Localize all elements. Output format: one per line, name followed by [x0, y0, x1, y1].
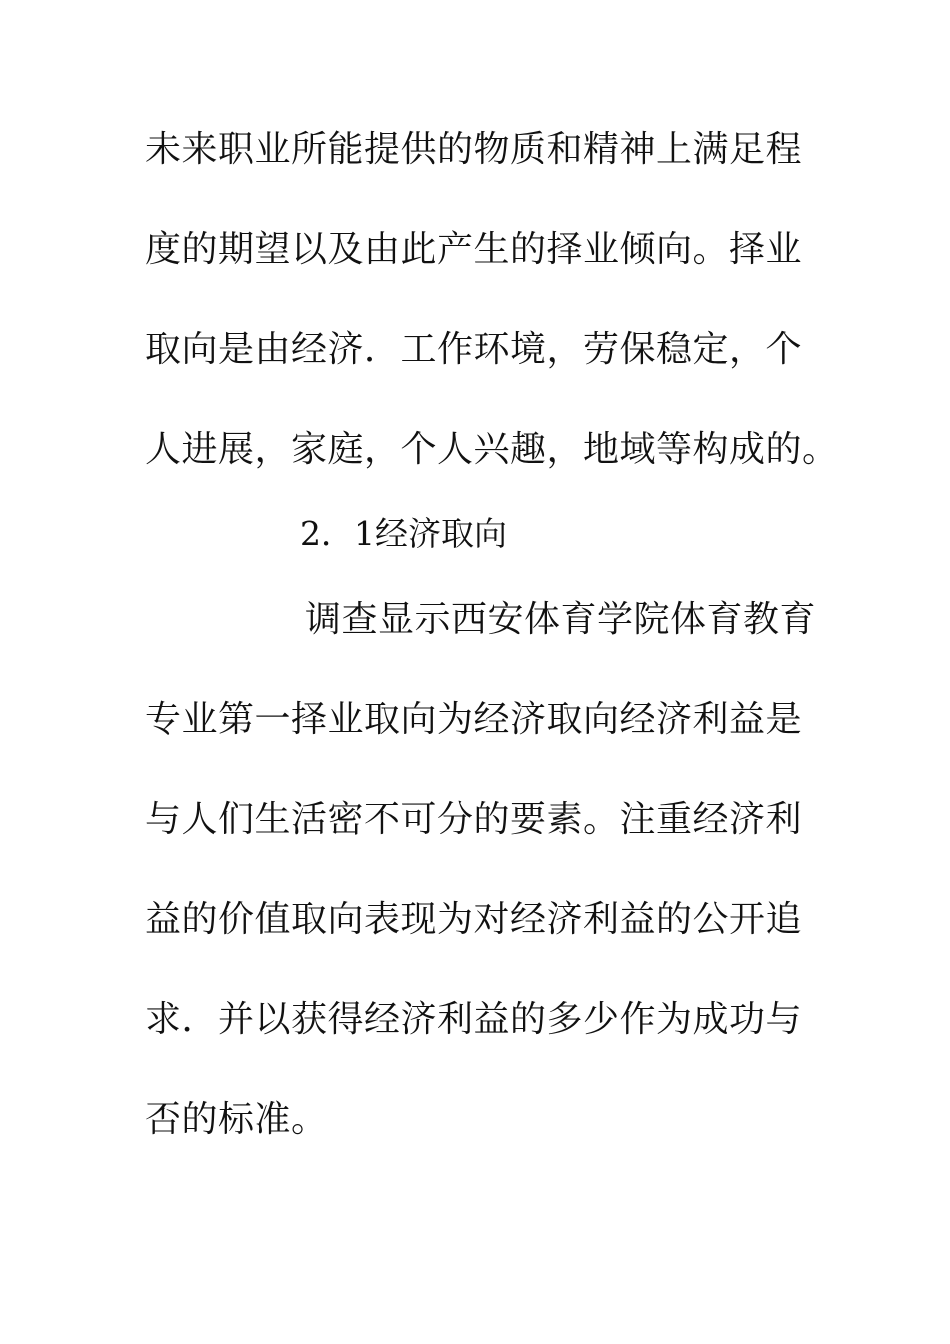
section-heading: 2．1经济取向 — [300, 514, 507, 553]
paragraph-line: 未来职业所能提供的物质和精神上满足程 — [145, 129, 803, 170]
paragraph-line: 益的价值取向表现为对经济利益的公开追 — [145, 899, 803, 940]
paragraph-line: 专业第一择业取向为经济取向经济利益是 — [145, 699, 803, 740]
paragraph-line: 调查显示西安体育学院体育教育 — [305, 599, 817, 640]
paragraph-line: 否的标准。 — [145, 1099, 328, 1140]
paragraph-line: 求．并以获得经济利益的多少作为成功与 — [145, 999, 803, 1040]
paragraph-line: 与人们生活密不可分的要素。注重经济利 — [145, 799, 803, 840]
paragraph-line: 人进展，家庭，个人兴趣，地域等构成的。 — [145, 429, 839, 470]
paragraph-line: 度的期望以及由此产生的择业倾向。择业 — [145, 229, 803, 270]
paragraph-line: 取向是由经济．工作环境，劳保稳定，个 — [145, 329, 803, 370]
